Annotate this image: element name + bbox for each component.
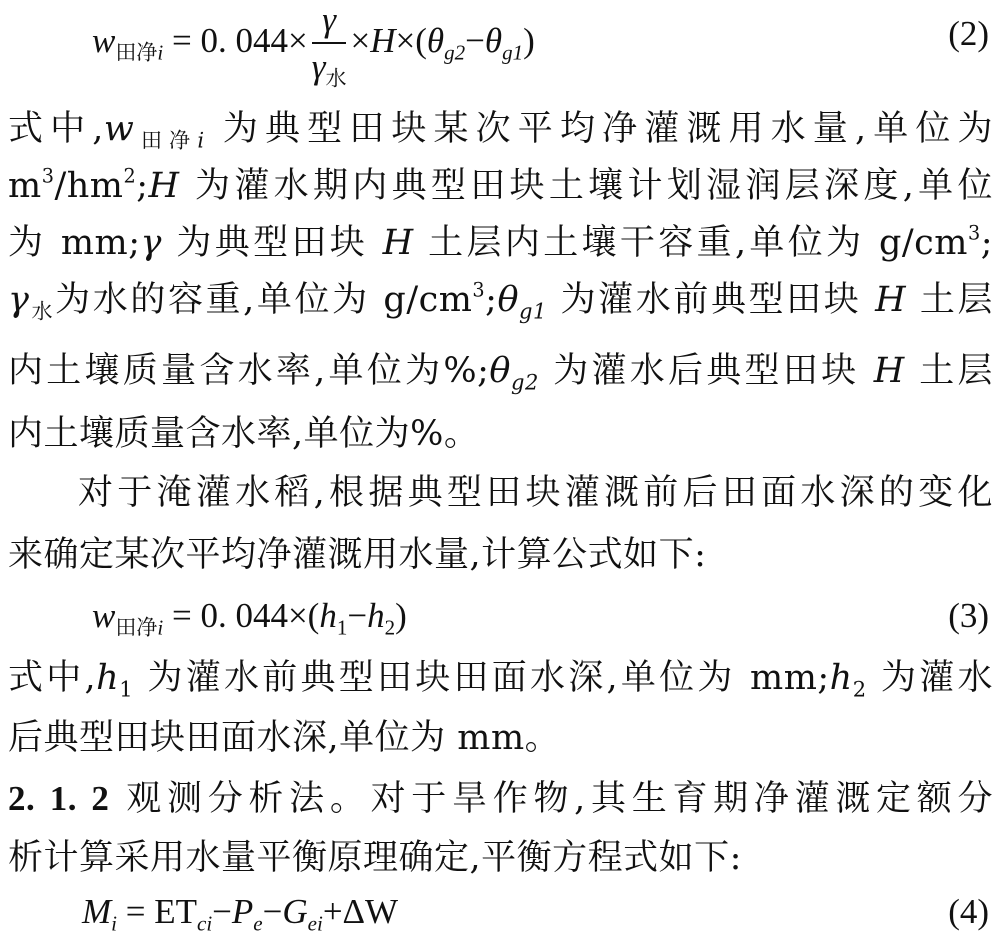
text-l5-theta: θ <box>489 351 511 391</box>
eq2-fraction <box>311 0 347 91</box>
section-text: 观测分析法。对于旱作物,其生育期净灌溉定额分 <box>109 779 993 819</box>
text-l9-h1-sub: 1 <box>119 677 134 702</box>
equation-2-number: (2) <box>948 14 989 53</box>
text-l3-gamma: γ <box>140 223 162 263</box>
eq2-theta-b-sub: g1 <box>502 40 524 65</box>
equation-2 <box>92 0 535 91</box>
text-l3b: 为典型田块 <box>161 223 383 263</box>
text-l3d: ; <box>980 223 993 263</box>
text-l2c: ; <box>136 166 149 206</box>
text-line-12: 析计算采用水量平衡原理确定,平衡方程式如下: <box>8 838 742 878</box>
text-l9-h2-sub: 2 <box>852 677 867 702</box>
eq3-h2: h <box>367 596 385 635</box>
text-line-2 <box>8 158 993 214</box>
text-l9b: 为灌水前典型田块田面水深,单位为 mm; <box>133 658 830 698</box>
text-l5c: 土层 <box>904 351 993 391</box>
text-l4-theta: θ <box>497 280 520 320</box>
eq4-ET-sub: ci <box>197 911 213 936</box>
text-line-8: 来确定某次平均净灌溉用水量,计算公式如下: <box>8 535 707 575</box>
section-number: 2. 1. 2 <box>8 779 110 818</box>
text-l3-H: H <box>382 223 414 263</box>
eq4-G: G <box>282 892 308 931</box>
eq3-w-sub: 田净 <box>115 615 158 640</box>
eq2-paren-close: ) <box>523 21 535 61</box>
text-l1-sub-i: i <box>197 128 205 153</box>
text-l4c: 为灌水前典型田块 <box>546 280 876 320</box>
text-line-6: 内土壤质量含水率,单位为%。 <box>8 414 480 454</box>
eq3-h2-sub: 2 <box>384 615 396 640</box>
text-l9c: 为灌水 <box>866 658 993 698</box>
section-heading-line <box>8 771 993 827</box>
equation-3 <box>92 588 407 644</box>
eq3-paren-close: ) <box>395 596 407 635</box>
text-l4-gamma: γ <box>8 280 30 320</box>
eq2-frac-den: γ <box>311 47 326 86</box>
eq3-h1-sub: 1 <box>336 615 348 640</box>
eq4-minus1: − <box>212 892 232 931</box>
text-l4a: 为水的容重,单位为 g/cm <box>55 280 473 320</box>
eq3-w: w <box>92 596 116 635</box>
text-l1-w: w <box>103 109 135 149</box>
text-l1b: 为典型田块某次平均净灌溉用水量,单位为 <box>204 109 993 149</box>
text-l4d: 土层 <box>906 280 993 320</box>
eq2-frac-den-sub: 水 <box>325 66 347 91</box>
text-l2b: /hm <box>54 166 124 206</box>
eq3-w-sub-i: i <box>157 615 164 640</box>
text-line-10: 后典型田块田面水深,单位为 mm。 <box>8 718 561 758</box>
equation-4 <box>82 884 398 940</box>
eq4-P: P <box>231 892 254 931</box>
eq4-M-sub: i <box>111 911 117 936</box>
eq2-theta-a-sub: g2 <box>444 40 466 65</box>
text-l4-sup: 3 <box>472 278 486 302</box>
eq2-theta-b: θ <box>484 21 503 61</box>
equation-4-number: (4) <box>948 892 989 931</box>
text-l3c: 土层内土壤干容重,单位为 g/cm <box>413 223 968 263</box>
text-l4-theta-sub: g1 <box>519 299 547 324</box>
eq3-eq-part: = 0. 044×( <box>163 596 320 635</box>
text-l2-H: H <box>148 166 180 206</box>
eq2-frac-num: γ <box>312 0 347 44</box>
eq2-paren-open: ×( <box>395 21 427 61</box>
eq2-H: H <box>370 21 396 61</box>
text-l4b: ; <box>485 280 498 320</box>
text-l9a: 式中, <box>8 658 97 698</box>
text-line-5 <box>8 343 993 399</box>
eq2-times: × <box>350 21 371 61</box>
eq2-eq-part: = 0. 044× <box>163 21 308 61</box>
text-l5b: 为灌水后典型田块 <box>538 351 874 391</box>
text-l1-sub: 田净 <box>134 128 198 153</box>
eq2-w-sub-i: i <box>157 40 164 65</box>
text-l3a: 为 mm; <box>8 223 141 263</box>
eq2-w-sub: 田净 <box>115 40 158 65</box>
eq4-P-sub: e <box>253 911 263 936</box>
text-l3-sup: 3 <box>967 221 981 245</box>
eq4-eq-part: = ET <box>117 892 197 931</box>
text-l9-h1: h <box>96 658 120 698</box>
text-l4-sub: 水 <box>29 299 56 324</box>
eq4-M: M <box>82 892 112 931</box>
text-l4-H: H <box>875 280 907 320</box>
text-l2-sup2: 2 <box>123 164 137 188</box>
text-line-1 <box>8 101 993 157</box>
text-line-7: 对于淹灌水稻,根据典型田块灌溉前后田面水深的变化 <box>78 473 993 513</box>
eq3-minus: − <box>347 596 368 635</box>
equation-3-number: (3) <box>948 596 989 635</box>
eq4-minus2: − <box>262 892 283 931</box>
text-l9-h2: h <box>829 658 853 698</box>
text-l2a: m <box>8 166 42 206</box>
eq3-h1: h <box>319 596 337 635</box>
text-l5-H: H <box>873 351 905 391</box>
eq2-minus: − <box>465 21 485 61</box>
text-line-4 <box>8 272 993 328</box>
text-l5-theta-sub: g2 <box>511 370 539 395</box>
eq4-G-sub: ei <box>307 911 323 936</box>
text-l1a: 式中, <box>8 109 104 149</box>
eq2-w: w <box>92 21 116 61</box>
eq2-theta-a: θ <box>426 21 445 61</box>
text-l2-sup1: 3 <box>41 164 55 188</box>
eq4-plus-delta-w: +ΔW <box>322 892 399 931</box>
text-l2d: 为灌水期内典型田块土壤计划湿润层深度,单位 <box>179 166 993 206</box>
text-line-3 <box>8 215 993 271</box>
text-l5a: 内土壤质量含水率,单位为%; <box>8 351 490 391</box>
text-line-9 <box>8 650 993 706</box>
